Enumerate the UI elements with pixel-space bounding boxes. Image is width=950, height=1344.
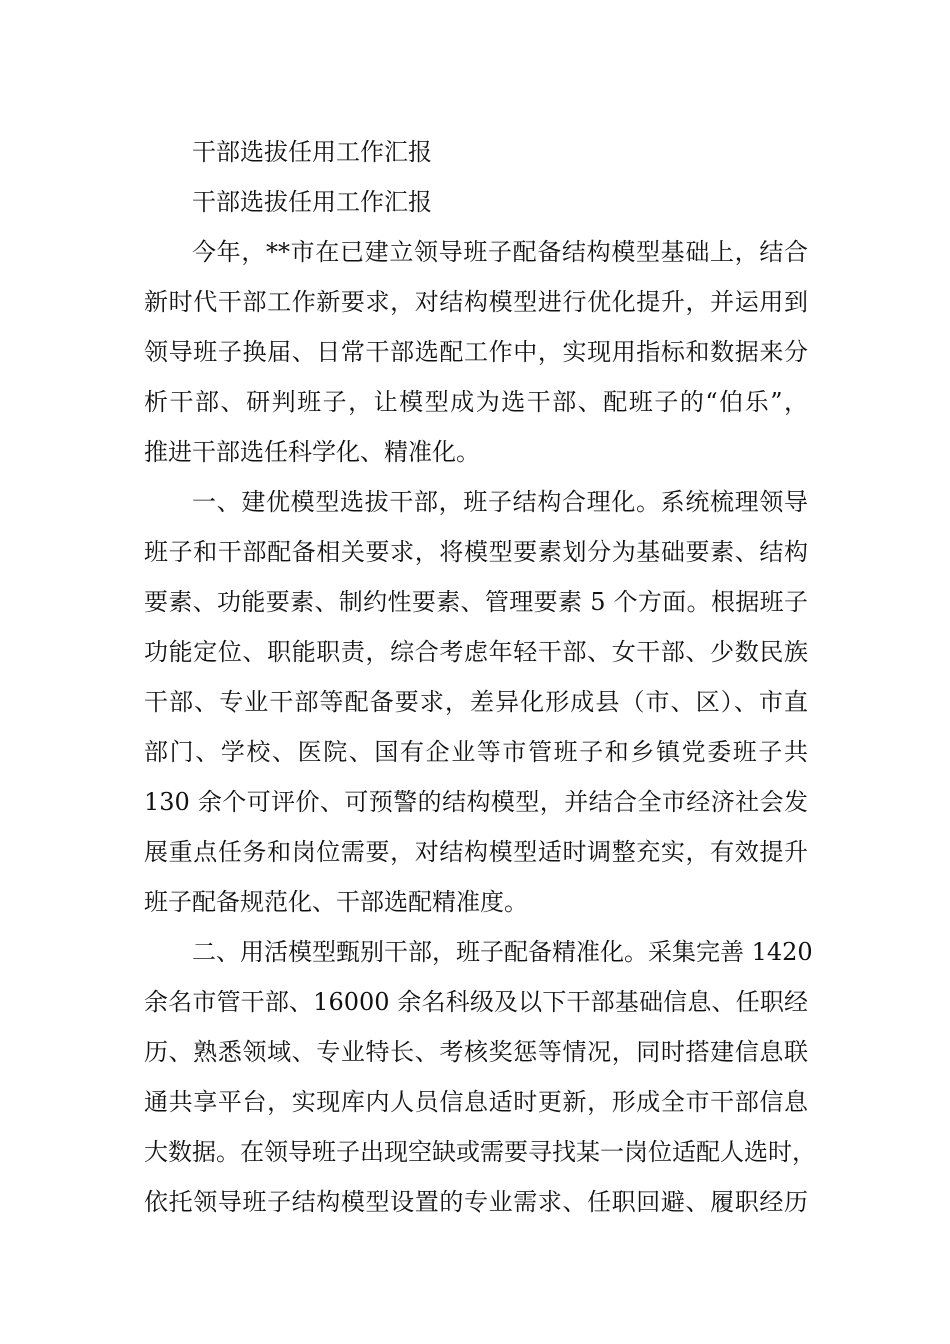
paragraph-line: 新时代干部工作新要求，对结构模型进行优化提升，并运用到	[144, 288, 808, 316]
paragraph-line: 通共享平台，实现库内人员信息适时更新，形成全市干部信息	[144, 1088, 808, 1116]
paragraph-line: 推进干部选任科学化、精准化。	[144, 438, 480, 466]
paragraph-line: 班子和干部配备相关要求，将模型要素划分为基础要素、结构	[144, 538, 808, 566]
paragraph-line: 130 余个可评价、可预警的结构模型，并结合全市经济社会发	[144, 788, 808, 816]
document-body	[144, 127, 816, 1227]
paragraph-line: 大数据。在领导班子出现空缺或需要寻找某一岗位适配人选时，	[144, 1138, 816, 1166]
paragraph-line: 析干部、研判班子，让模型成为选干部、配班子的“伯乐”，	[144, 388, 808, 416]
paragraph-line: 一、建优模型选拔干部，班子结构合理化。系统梳理领导	[192, 488, 808, 516]
paragraph-line: 干部、专业干部等配备要求，差异化形成县（市、区）、市直	[144, 688, 808, 716]
paragraph-line: 要素、功能要素、制约性要素、管理要素 5 个方面。根据班子	[144, 588, 808, 616]
paragraph-line: 依托领导班子结构模型设置的专业需求、任职回避、履职经历	[144, 1188, 808, 1216]
paragraph-line: 展重点任务和岗位需要，对结构模型适时调整充实，有效提升	[144, 838, 808, 866]
document-title-1: 干部选拔任用工作汇报	[192, 138, 432, 166]
paragraph-section-2	[144, 927, 816, 1227]
paragraph-line: 部门、学校、医院、国有企业等市管班子和乡镇党委班子共	[144, 738, 808, 766]
paragraph-line: 余名市管干部、16000 余名科级及以下干部基础信息、任职经	[144, 988, 808, 1016]
paragraph-line: 今年，**市在已建立领导班子配备结构模型基础上，结合	[192, 238, 808, 266]
paragraph-line: 班子配备规范化、干部选配精准度。	[144, 888, 528, 916]
paragraph-section-1	[144, 477, 808, 927]
paragraph-intro	[144, 227, 808, 477]
paragraph-line: 功能定位、职能职责，综合考虑年轻干部、女干部、少数民族	[144, 638, 808, 666]
paragraph-line: 历、熟悉领域、专业特长、考核奖惩等情况，同时搭建信息联	[144, 1038, 808, 1066]
paragraph-line: 二、用活模型甄别干部，班子配备精准化。采集完善 1420	[192, 938, 813, 966]
document-title-2: 干部选拔任用工作汇报	[192, 188, 432, 216]
paragraph-line: 领导班子换届、日常干部选配工作中，实现用指标和数据来分	[144, 338, 808, 366]
